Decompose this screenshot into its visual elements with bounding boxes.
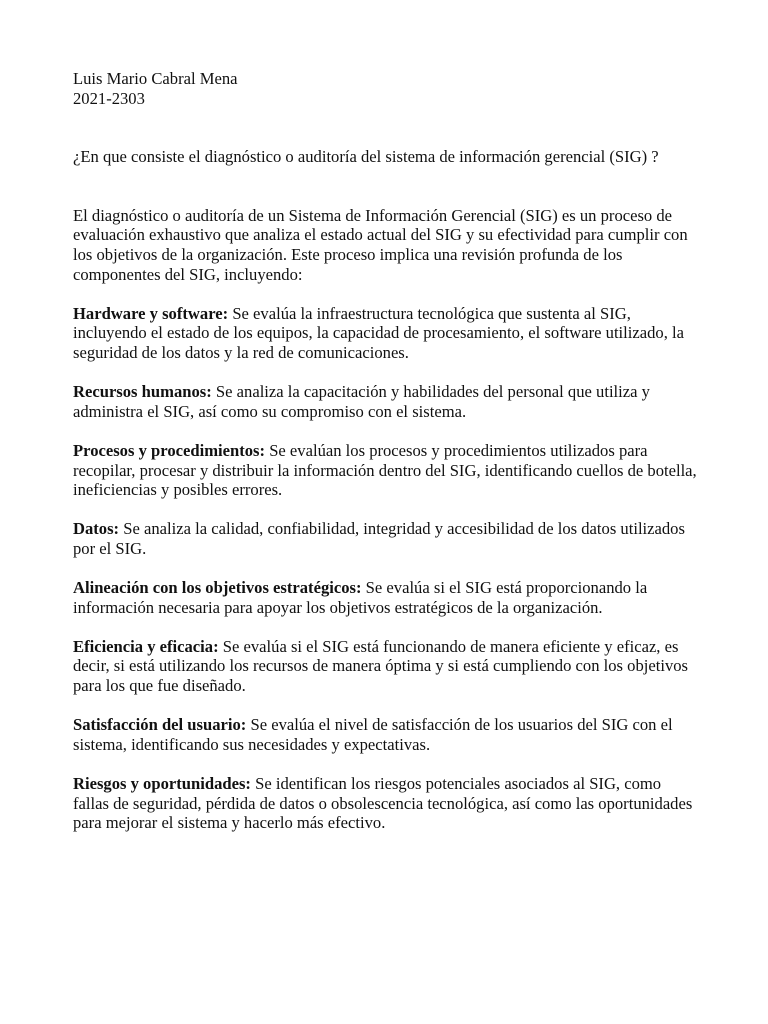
section-term: Alineación con los objetivos estratégicos: [73,578,362,598]
section-text: Se evalúa la infraestructura tecnológica que sustenta al SIG, incluyendo el estado de los equipos, la capacidad de procesamiento, el software utilizado, la seguridad de los datos y la red de comunicaciones. [73,303,684,362]
section-alineacion [73,578,698,617]
section-text: Se identifican los riesgos potenciales asociados al SIG, como fallas de seguridad, pérdida de datos o obsolescencia tecnológica, así como las oportunidades para mejorar el sistema y hacerlo más efectivo. [73,774,693,833]
section-procesos [73,441,698,500]
section-text: Se evalúa si el SIG está funcionando de manera eficiente y eficaz, es decir, si está utilizando los recursos de manera óptima y si está cumpliendo con los objetivos para los que fue diseñado. [73,636,688,696]
document-header [73,69,698,108]
section-term: Recursos humanos: [73,382,212,402]
sections-list [73,304,698,833]
section-riesgos [73,774,698,833]
section-recursos-humanos [73,382,698,421]
section-text: Se evalúan los procesos y procedimientos utilizados para recopilar, procesar y distribuir la información dentro del SIG, identificando cuellos de botella, ineficiencias y posibles errores. [73,440,697,500]
section-term: Hardware y software: [73,303,229,323]
author-name: Luis Mario Cabral Mena [73,69,238,88]
section-text: Se evalúa el nivel de satisfacción de los usuarios del SIG con el sistema, identificando sus necesidades y expectativas. [73,715,673,754]
intro-paragraph: El diagnóstico o auditoría de un Sistema de Información Gerencial (SIG) es un proceso de evaluación exhaustivo que analiza el estado actual del SIG y su efectividad para cumplir con los objetivos de la organización. Este proceso implica una revisión profunda de los componentes del SIG, incluyendo: [73,205,688,284]
section-term: Satisfacción del usuario: [73,715,247,735]
section-text: Se analiza la capacitación y habilidades del personal que utiliza y administra el SIG, así como su compromiso con el sistema. [73,382,650,421]
section-eficiencia [73,637,698,696]
student-id: 2021-2303 [73,88,145,108]
section-term: Procesos y procedimientos: [73,440,266,460]
document-page [73,69,698,833]
section-term: Eficiencia y eficacia: [73,636,219,656]
section-satisfaccion [73,715,698,754]
section-datos [73,519,698,558]
question-heading: ¿En que consiste el diagnóstico o auditoría del sistema de información gerencial (SIG) ? [73,147,659,167]
section-text: Se analiza la calidad, confiabilidad, integridad y accesibilidad de los datos utilizados por el SIG. [73,519,685,558]
section-term: Datos: [73,519,120,539]
section-text: Se evalúa si el SIG está proporcionando la información necesaria para apoyar los objetivos estratégicos de la organización. [73,578,648,617]
section-term: Riesgos y oportunidades: [73,774,251,793]
section-hardware-software [73,304,698,363]
